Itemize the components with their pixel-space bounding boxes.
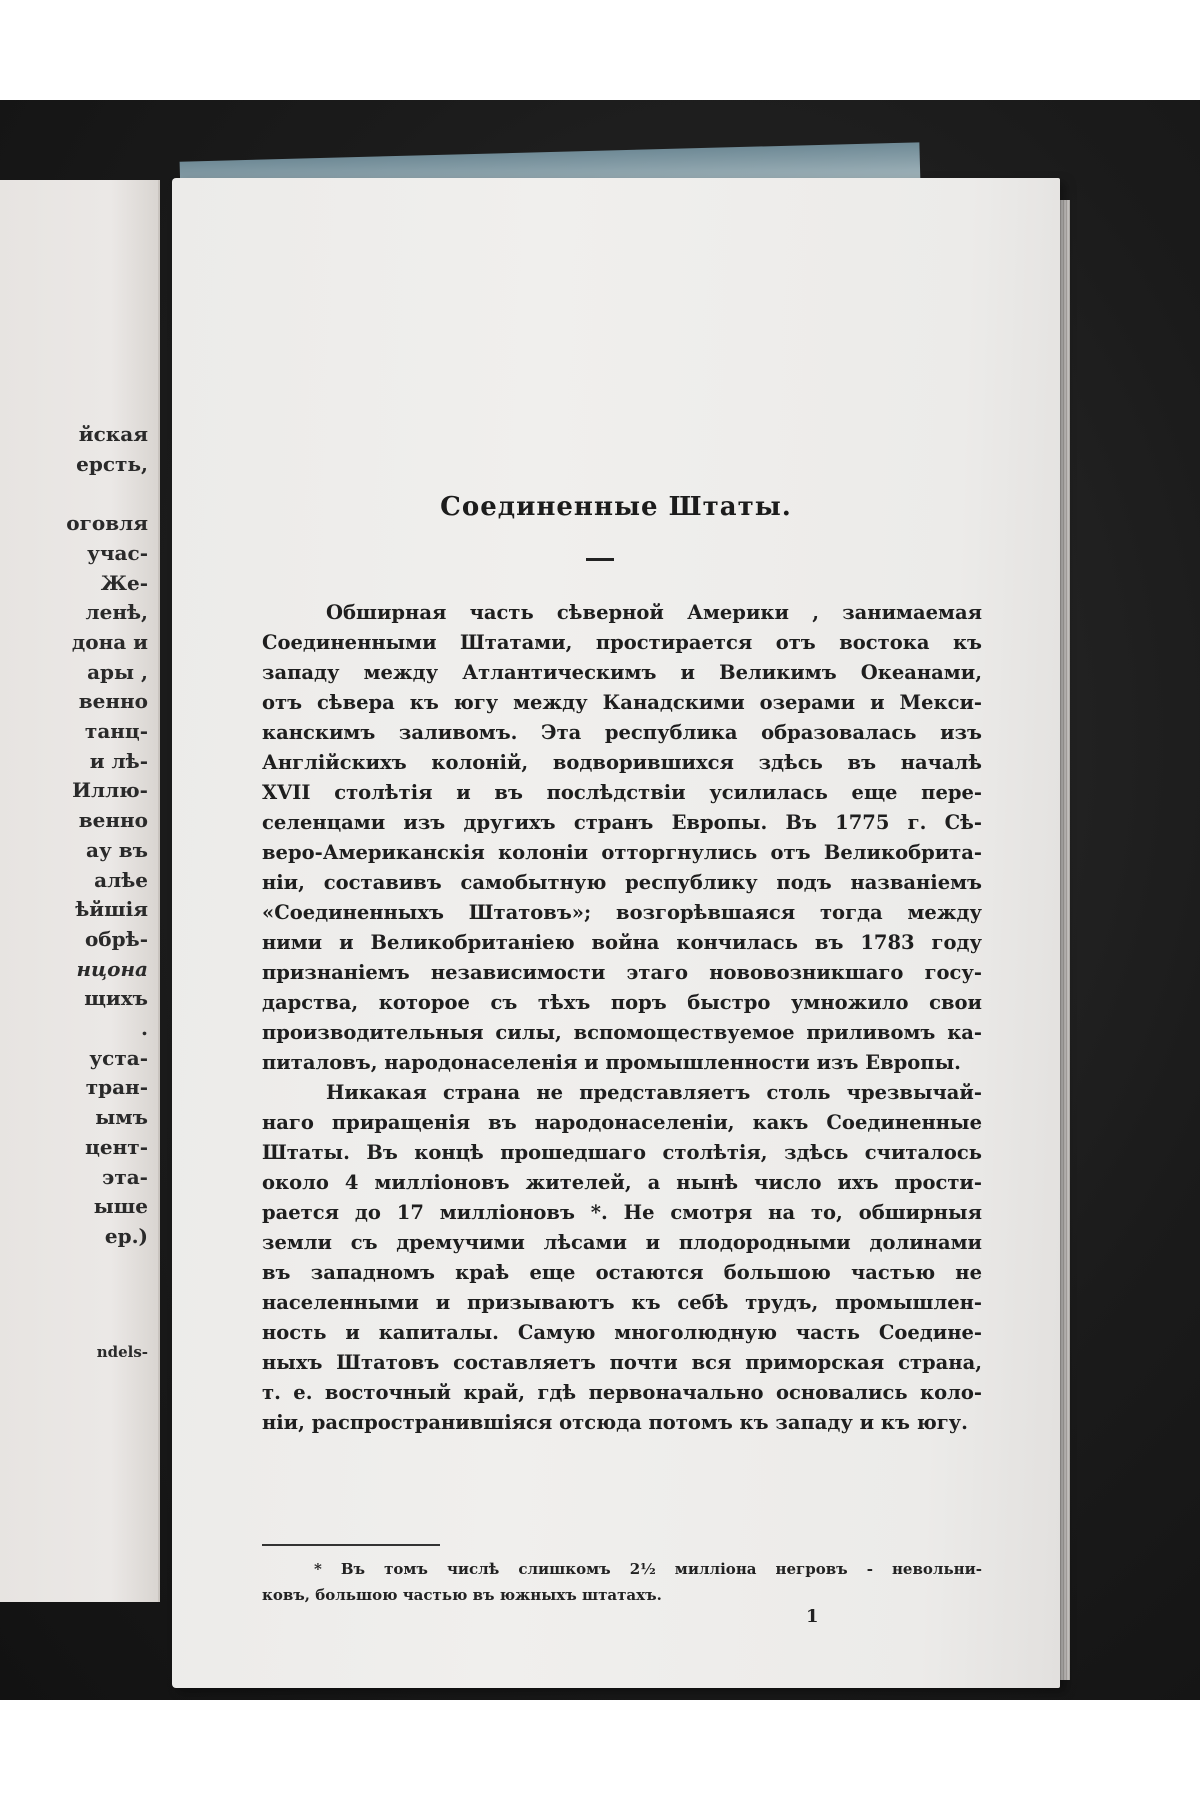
footnote-rule — [262, 1544, 440, 1546]
left-page-line: венно — [78, 689, 148, 714]
text-line: ность и капиталы. Самую многолюдную часть Соедине- — [262, 1321, 982, 1344]
left-page-line: ленѣ, — [85, 600, 148, 625]
text-line: наго приращенія въ народонаселеніи, какъ Соединенные — [262, 1111, 982, 1134]
text-line: рается до 17 милліоновъ *. Не смотря на то, обширныя — [262, 1201, 982, 1224]
text-line: въ западномъ краѣ еще остаются большою частью не — [262, 1261, 982, 1284]
text-line: признаніемъ независимости этаго нововозникшаго госу- — [262, 961, 982, 984]
left-page-line: эта- — [102, 1164, 148, 1189]
left-page-line: уста- — [89, 1045, 148, 1070]
left-page-line: Же- — [100, 570, 148, 595]
left-page-line: и лѣ- — [89, 748, 148, 773]
footnote-line: * Въ томъ числѣ слишкомъ 2½ милліона негровъ - невольни- — [314, 1560, 982, 1578]
title-divider — [586, 558, 614, 561]
left-page-line: венно — [78, 808, 148, 833]
left-page-line: ѣйшія — [75, 897, 148, 922]
text-line: земли съ дремучими лѣсами и плодородными долинами — [262, 1231, 982, 1254]
left-page-line: дона и — [71, 629, 148, 654]
photo-background — [0, 100, 1200, 1700]
page-number: 1 — [806, 1606, 819, 1627]
left-page-line: танц- — [84, 719, 148, 743]
left-page-line: Иллю- — [72, 778, 148, 803]
text-line: западу между Атлантическимъ и Великимъ Океанами, — [262, 661, 982, 684]
left-page-line: тран- — [85, 1075, 148, 1100]
text-line: Штаты. Въ концѣ прошедшаго столѣтія, здѣсь считалось — [262, 1141, 982, 1164]
footnote-line: ковъ, большою частью въ южныхъ штатахъ. — [262, 1586, 662, 1604]
text-line: ніи, распространившіяся отсюда потомъ къ западу и къ югу. — [262, 1411, 968, 1434]
right-page — [172, 178, 1060, 1688]
text-line: канскимъ заливомъ. Эта республика образовалась изъ — [262, 721, 982, 744]
left-page — [0, 180, 160, 1602]
text-line: производительныя силы, вспомоществуемое приливомъ ка- — [262, 1021, 982, 1044]
left-page-line: ер.) — [104, 1223, 148, 1248]
text-line: ныхъ Штатовъ составляетъ почти вся приморская страна, — [262, 1351, 982, 1374]
text-line: Англійскихъ колоній, водворившихся здѣсь въ началѣ — [262, 751, 982, 774]
text-line: т. е. восточный край, гдѣ первоначально основались коло- — [262, 1381, 982, 1404]
left-page-line: нцона — [76, 956, 148, 981]
footnote — [262, 1556, 982, 1608]
left-page-line: щихъ — [84, 986, 148, 1011]
left-page-line: ndels- — [96, 1342, 148, 1361]
text-line: ніи, составивъ самобытную республику подъ названіемъ — [262, 871, 982, 894]
text-line: Соединенными Штатами, простирается отъ востока къ — [262, 631, 982, 654]
text-line: ними и Великобританіею война кончилась въ 1783 году — [262, 931, 982, 954]
text-line: «Соединенныхъ Штатовъ»; возгорѣвшаяся тогда между — [262, 901, 982, 924]
text-line: XVII столѣтія и въ послѣдствіи усилилась еще пере- — [262, 781, 982, 804]
left-page-line: ымъ — [95, 1105, 148, 1130]
left-page-line: ау въ — [86, 837, 148, 862]
text-line: отъ сѣвера къ югу между Канадскими озерами и Мекси- — [262, 691, 982, 714]
left-page-line: йская — [78, 422, 148, 446]
left-page-line: . — [141, 1016, 148, 1040]
text-line: Никакая страна не представляетъ столь чрезвычай- — [326, 1081, 982, 1104]
left-page-line: учас- — [87, 540, 148, 565]
text-line: Обширная часть сѣверной Америки , занимаемая — [326, 601, 982, 624]
left-page-line: обрѣ- — [84, 926, 148, 951]
left-page-line: алѣе — [94, 867, 148, 892]
text-line: около 4 милліоновъ жителей, а нынѣ число ихъ прости- — [262, 1171, 982, 1194]
text-line: дарства, которое съ тѣхъ поръ быстро умножило свои — [262, 991, 982, 1014]
page-title: Соединенные Штаты. — [440, 492, 792, 522]
text-line: селенцами изъ другихъ странъ Европы. Въ 1775 г. Сѣ- — [262, 811, 982, 834]
left-page-line: ерсть, — [76, 451, 148, 476]
text-line: питаловъ, народонаселенія и промышленности изъ Европы. — [262, 1051, 961, 1074]
body-text — [262, 598, 982, 1438]
text-line: населенными и призываютъ къ себѣ трудъ, промышлен- — [262, 1291, 982, 1314]
left-page-line: оговля — [66, 511, 148, 536]
left-page-line: цент- — [85, 1134, 148, 1159]
left-page-line: ыше — [93, 1194, 148, 1219]
text-line: веро-Американскія колоніи отторгнулись отъ Великобрита- — [262, 841, 982, 864]
left-page-line: ары , — [87, 659, 148, 684]
